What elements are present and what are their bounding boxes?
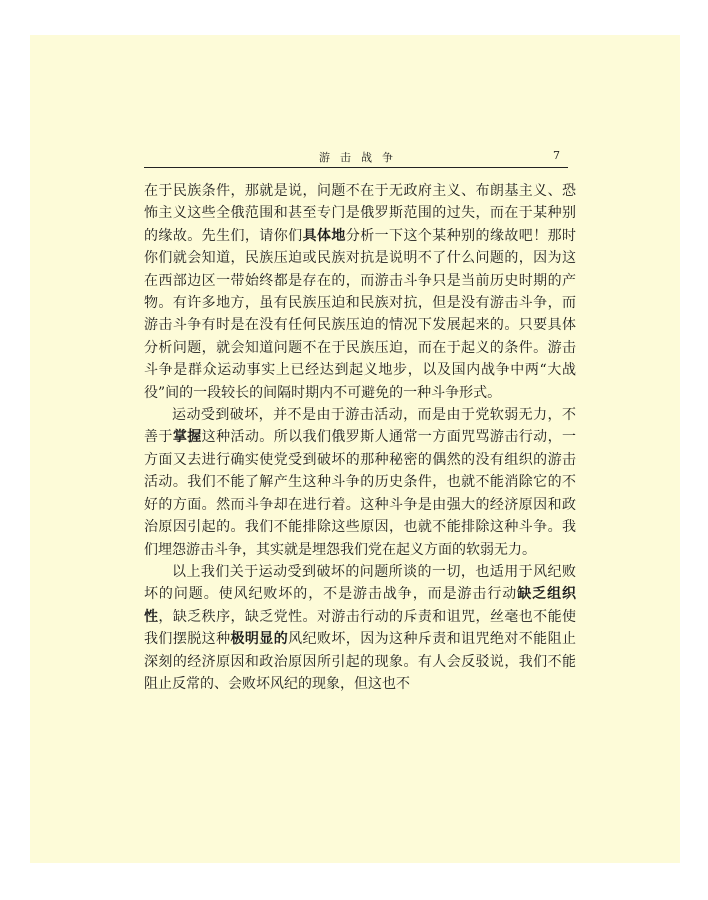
text-run: 这种活动。所以我们俄罗斯人通常一方面咒骂游击行动，一方面又去进行确实使党受到破坏的那种秘密的偶然的没有组织的游击活动。我们不能了解产生这种斗争的历史条件，也就不能消除它的不好的方面。然而斗争却在进行着。这种斗争是由强大的经济原因和政治原因引起的。我们不能排除这些原因，也就不能排除这种斗争。我们埋怨游击斗争，其实就是埋怨我们党在起义方面的软弱无力。	[144, 429, 576, 558]
page-number: 7	[553, 149, 560, 162]
paragraph	[144, 561, 576, 695]
emphasis-text: 掌握	[172, 429, 202, 446]
text-run: ，缺乏秩序，缺乏党性。对游击行动的斥责和诅咒，丝毫也不能使我们摆脱这种	[144, 608, 577, 648]
paragraph	[144, 180, 576, 404]
text-run: 风纪败坏，因为这种斥责和诅咒绝对不能阻止深刻的经济原因和政治原因所引起的现象。有人会反驳说，我们不能阻止反常的、会败坏风纪的现象，但这也不	[144, 631, 577, 692]
body-text	[144, 180, 576, 695]
emphasis-text: 极明显的	[230, 631, 289, 648]
running-header	[144, 149, 568, 168]
text-run: 以上我们关于运动受到破坏的问题所谈的一切，也适用于风纪败坏的问题。使风纪败坏的，不是游击战争，而是游击行动	[144, 563, 576, 603]
text-run: 分析一下这个某种别的缘故吧！那时你们就会知道，民族压迫或民族对抗是说明不了什么问题的，因为这在西部边区一带始终都是存在的，而游击斗争只是当前历史时期的产物。有许多地方，虽有民族压迫和民族对抗，但是没有游击斗争，而游击斗争有时是在没有任何民族压迫的情况下发展起来的。只要具体分析问题，就会知道问题不在于民族压迫，而在于起义的条件。游击斗争是群众运动事实上已经达到起义地步，以及国内战争中两“大战役”间的一段较长的间隔时期内不可避免的一种斗争形式。	[144, 227, 577, 401]
text-run: 在于民族条件，那就是说，问题不在于无政府主义、布朗基主义、恐怖主义这些全俄范围和甚至专门是俄罗斯范围的过失，而在于某种别的缘故。先生们，请你们	[144, 183, 576, 244]
emphasis-text: 缺乏组织性	[144, 586, 577, 625]
text-run: 运动受到破坏，并不是由于游击活动，而是由于党软弱无力，不善于	[144, 407, 576, 446]
running-title: 游击战争	[319, 151, 403, 164]
emphasis-text: 具体地	[302, 227, 346, 244]
paragraph	[144, 404, 576, 561]
